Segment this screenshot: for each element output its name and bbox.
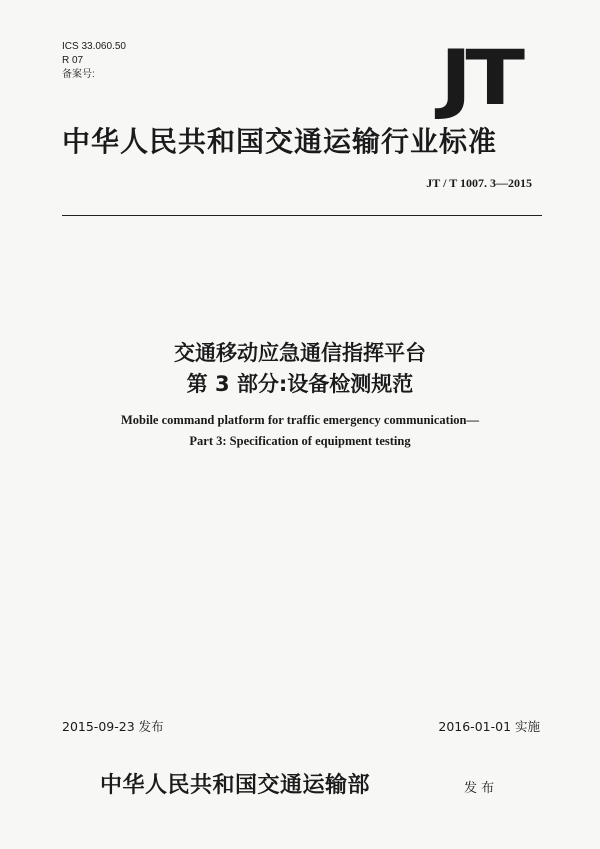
title-en-line2: Part 3: Specification of equipment testing xyxy=(189,434,411,448)
ics-code: ICS 33.060.50 xyxy=(62,41,126,52)
issue-date: 2015-09-23 发布 xyxy=(62,719,164,734)
title-cn-line2: 第 3 部分:设备检测规范 xyxy=(186,372,414,396)
jt-logo: JT xyxy=(439,33,518,122)
implementation-date: 2016-01-01 实施 xyxy=(438,719,540,734)
header-divider xyxy=(62,215,542,216)
publish-label: 发 布 xyxy=(464,781,495,796)
title-en-line1: Mobile command platform for traffic emergency communication— xyxy=(120,413,479,427)
standard-code: JT / T 1007. 3—2015 xyxy=(426,176,532,190)
issuing-authority: 中华人民共和国交通运输部 xyxy=(100,773,371,798)
standard-name: 中华人民共和国交通运输行业标准 xyxy=(62,125,498,158)
title-cn-line1: 交通移动应急通信指挥平台 xyxy=(174,341,426,365)
record-number-label: 备案号: xyxy=(62,69,95,80)
classification-code: R 07 xyxy=(62,55,84,66)
